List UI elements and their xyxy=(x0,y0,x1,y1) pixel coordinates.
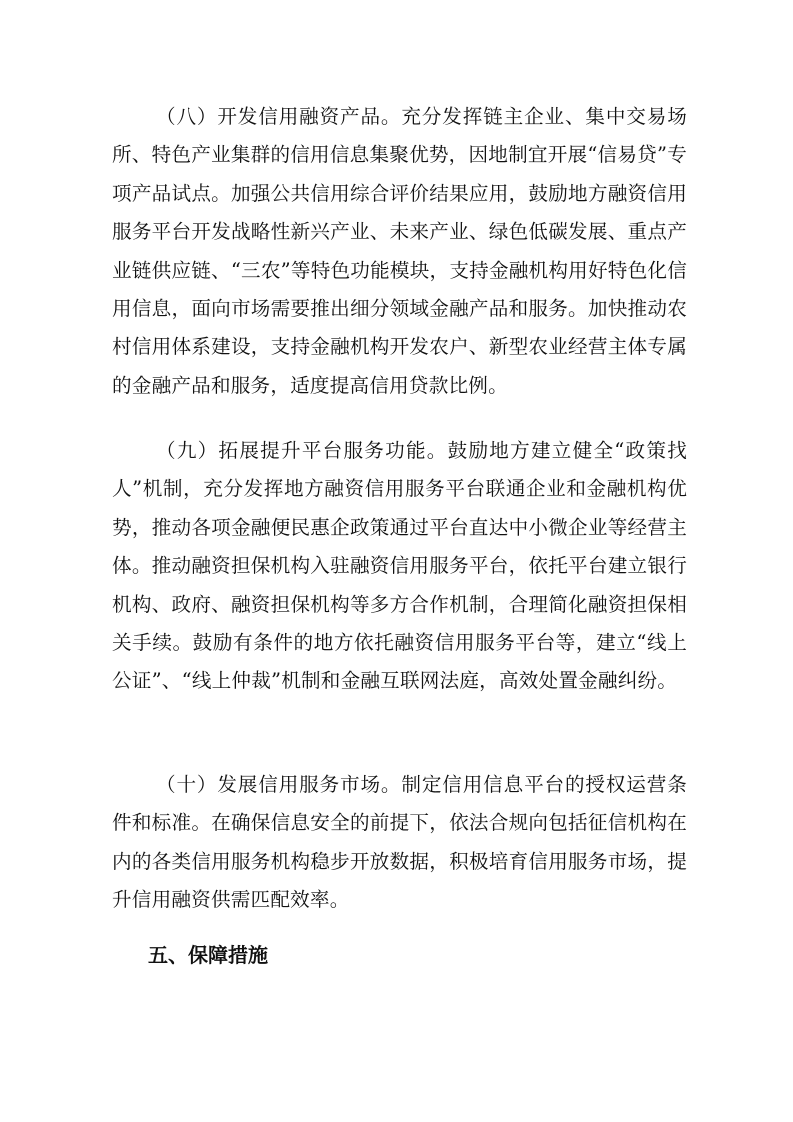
paragraph-8: （八）开发信用融资产品。充分发挥链主企业、集中交易场所、特色产业集群的信用信息集聚优势，因地制宜开展“信易贷”专项产品试点。加强公共信用综合评价结果应用，鼓励地方融资信用服务平台开发战略性新兴产业、未来产业、绿色低碳发展、重点产业链供应链、“三农”等特色功能模块，支持金融机构用好特色化信用信息，面向市场需要推出细分领域金融产品和服务。加快推动农村信用体系建设，支持金融机构开发农户、新型农业经营主体专属的金融产品和服务，适度提高信用贷款比例。 xyxy=(112,105,687,397)
section-heading: 五、保障措施 xyxy=(148,943,268,967)
paragraph-10: （十）发展信用服务市场。制定信用信息平台的授权运营条件和标准。在确保信息安全的前提下，依法合规向包括征信机构在内的各类信用服务机构稳步开放数据，积极培育信用服务市场，提升信用融资供需匹配效率。 xyxy=(112,773,687,912)
paragraph-9: （九）拓展提升平台服务功能。鼓励地方建立健全“政策找人”机制，充分发挥地方融资信用服务平台联通企业和金融机构优势，推动各项金融便民惠企政策通过平台直达中小微企业等经营主体。推动融资担保机构入驻融资信用服务平台，依托平台建立银行机构、政府、融资担保机构等多方合作机制，合理简化融资担保相关手续。鼓励有条件的地方依托融资信用服务平台等，建立“线上公证”、“线上仲裁”机制和金融互联网法庭，高效处置金融纠纷。 xyxy=(112,439,687,693)
